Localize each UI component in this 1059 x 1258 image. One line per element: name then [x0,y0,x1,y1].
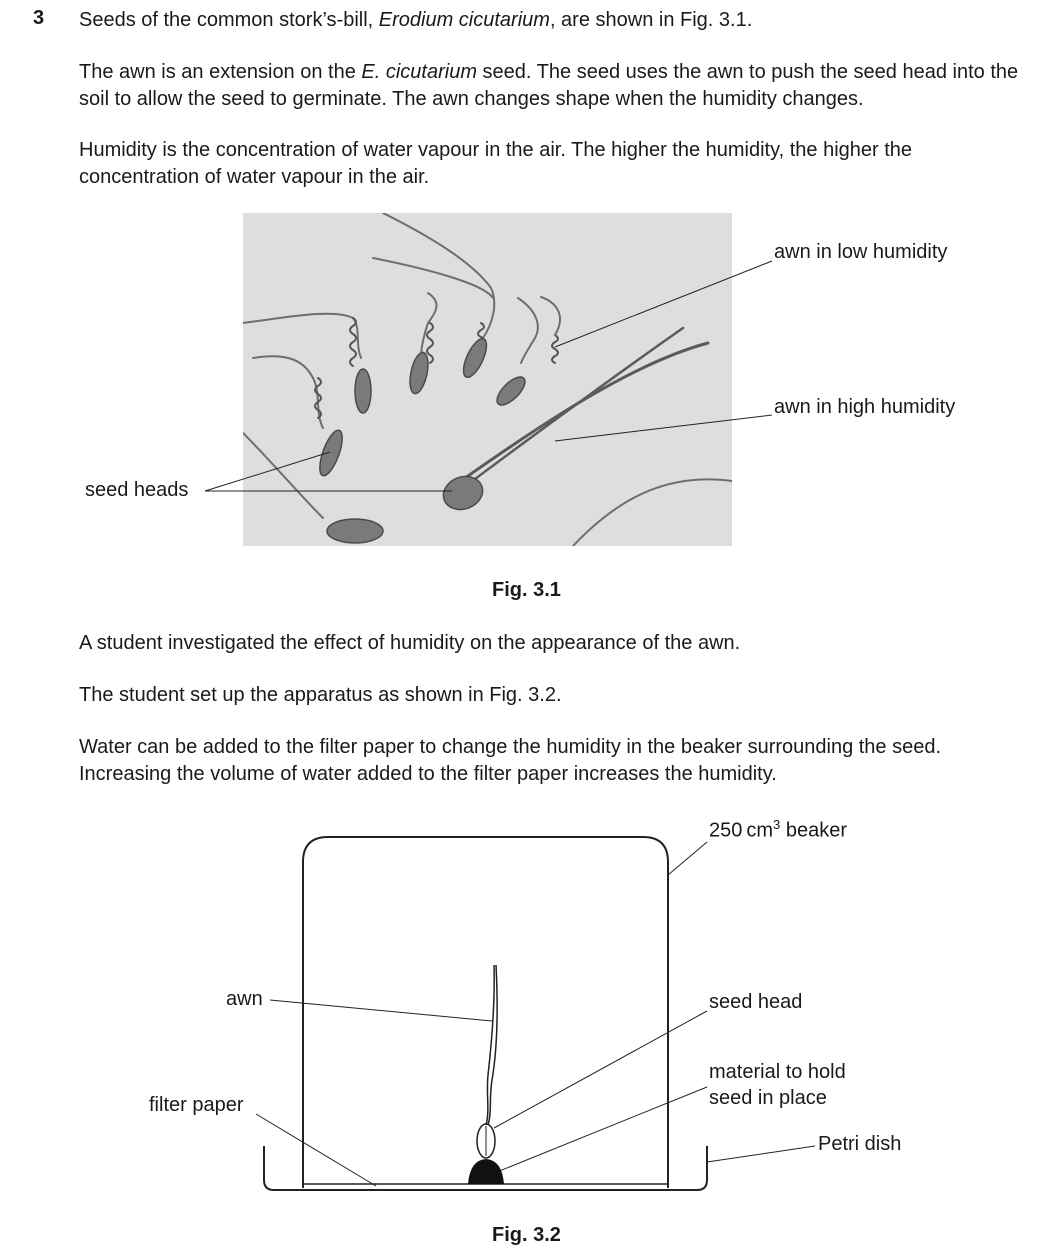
label-petri-dish: Petri dish [818,1133,902,1155]
holding-material [468,1159,504,1184]
paragraph-humidity: Humidity is the concentration of water vapour in the air. The higher the humidity, the higher the concentration of water vapour in the air. [79,139,913,188]
species-abbrev: E. cicutarium [361,61,477,83]
paragraph-investigation: A student investigated the effect of humidity on the appearance of the awn. [79,632,741,654]
intro-text-after: , are shown in Fig. 3.1. [549,9,753,31]
label-awn-low-humidity: awn in low humidity [774,241,948,263]
label-material-line2: seed in place [709,1087,827,1109]
species-name: Erodium cicutarium [378,9,550,31]
label-awn: awn [226,988,263,1010]
label-filter-paper: filter paper [149,1094,244,1116]
label-awn-high-humidity: awn in high humidity [774,396,956,418]
leader-beaker [668,842,707,875]
leader-awn-high [555,415,772,441]
fig2-caption: Fig. 3.2 [492,1224,561,1246]
leader-awn-low [555,261,772,347]
beaker-volume: 250 cm [709,819,774,842]
fig1-caption: Fig. 3.1 [492,579,561,601]
label-material-line1: material to hold [709,1061,846,1083]
leader-petri-dish [707,1146,815,1162]
leader-seed-head-1 [205,452,330,491]
label-seed-head: seed head [709,991,803,1013]
paragraph-apparatus: The student set up the apparatus as shown in Fig. 3.2. [79,684,562,706]
beaker-word: beaker [780,819,847,842]
p1-text-before: The awn is an extension on the [79,61,362,83]
label-seed-heads: seed heads [85,479,189,501]
leader-seed-head [494,1011,707,1128]
paragraph-water: Water can be added to the filter paper to change the humidity in the beaker surrounding the seed. Increasing the volume of water added to the filter paper increases the humidity. [79,736,942,785]
leader-filter-paper [256,1114,376,1186]
question-number: 3 [33,7,45,29]
beaker-unit-power: 3 [773,817,781,832]
label-beaker [709,817,847,843]
p1-text-after: seed. The seed uses the awn to push the seed head into the soil to allow the seed to germinate. The awn changes shape when the humidity changes. [79,61,1019,110]
leader-material [497,1087,707,1172]
intro-text-before: Seeds of the common stork’s-bill, [79,9,379,31]
